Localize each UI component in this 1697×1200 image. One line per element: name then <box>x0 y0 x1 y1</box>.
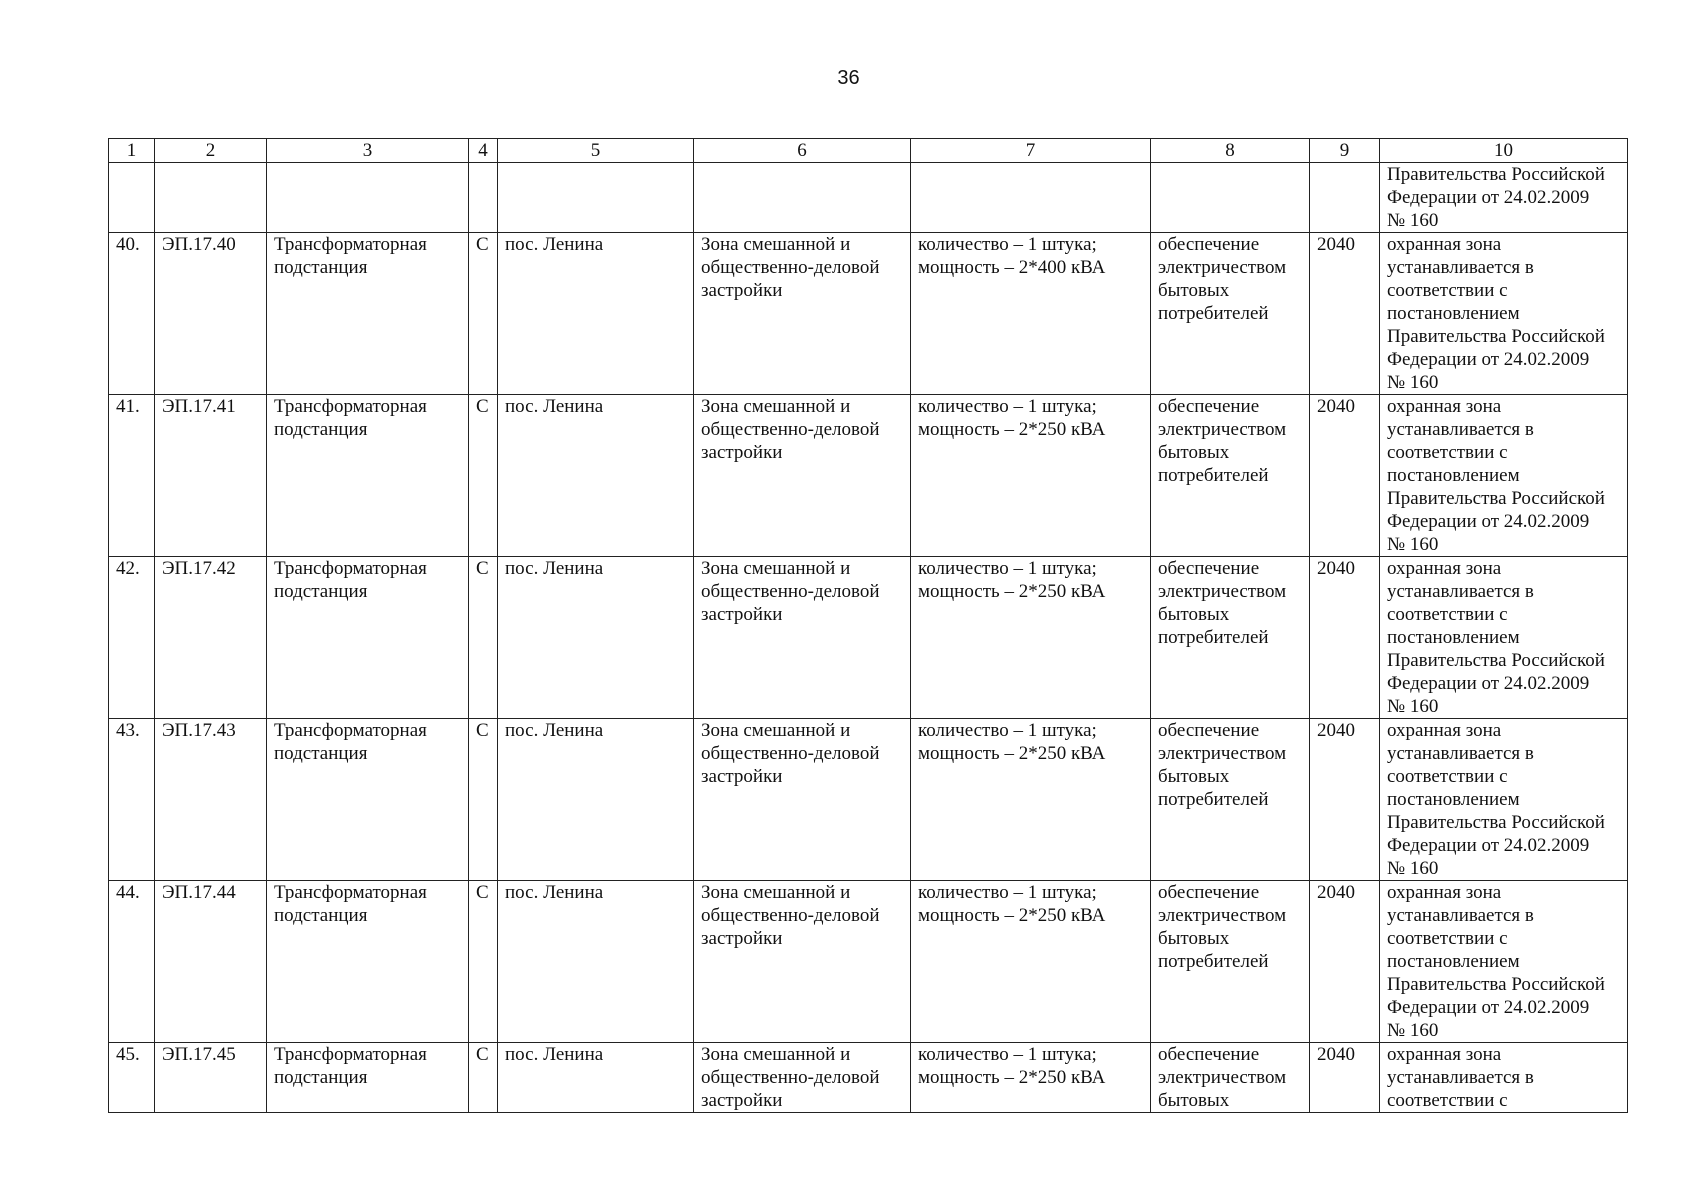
status-cell: С <box>469 881 498 1043</box>
text-line: соответствии с <box>1387 442 1508 463</box>
column-header: 6 <box>694 139 911 163</box>
text-line: застройки <box>701 1090 783 1111</box>
text-line: Федерации от 24.02.2009 <box>1387 511 1590 532</box>
zone-cell <box>694 395 911 557</box>
text-line: Трансформаторная <box>274 396 427 417</box>
text-line: общественно-деловой <box>701 1067 880 1088</box>
table-row <box>109 1043 1628 1113</box>
table-row <box>109 233 1628 395</box>
status-cell: С <box>469 1043 498 1113</box>
column-header: 5 <box>498 139 694 163</box>
status-cell: С <box>469 395 498 557</box>
text-line: обеспечение <box>1158 1044 1260 1065</box>
text-line: Правительства Российской <box>1387 164 1605 185</box>
text-line: соответствии с <box>1387 928 1508 949</box>
text-line: Зона смешанной и <box>701 720 851 741</box>
object-type-cell <box>267 1043 469 1113</box>
object-code-cell: ЭП.17.45 <box>155 1043 267 1113</box>
text-line: соответствии с <box>1387 604 1508 625</box>
text-line: застройки <box>701 280 783 301</box>
purpose-cell <box>1151 557 1310 719</box>
text-line: Федерации от 24.02.2009 <box>1387 673 1590 694</box>
location-cell: пос. Ленина <box>498 557 694 719</box>
text-line: Правительства Российской <box>1387 974 1605 995</box>
characteristics-cell <box>911 1043 1151 1113</box>
object-code-cell: ЭП.17.40 <box>155 233 267 395</box>
text-line: Федерации от 24.02.2009 <box>1387 187 1590 208</box>
text-line: обеспечение <box>1158 720 1260 741</box>
year-cell: 2040 <box>1310 233 1380 395</box>
text-line: постановлением <box>1387 627 1520 648</box>
location-cell: пос. Ленина <box>498 395 694 557</box>
text-line: постановлением <box>1387 303 1520 324</box>
text-line: Правительства Российской <box>1387 488 1605 509</box>
object-code-cell: ЭП.17.43 <box>155 719 267 881</box>
text-line: соответствии с <box>1387 1090 1508 1111</box>
text-line: общественно-деловой <box>701 581 880 602</box>
text-line: № 160 <box>1387 858 1439 879</box>
text-line: соответствии с <box>1387 280 1508 301</box>
row-number-cell: 40. <box>109 233 155 395</box>
text-line: электричеством <box>1158 581 1287 602</box>
column-header: 7 <box>911 139 1151 163</box>
object-type-cell <box>267 395 469 557</box>
zone-cell <box>694 233 911 395</box>
text-line: постановлением <box>1387 465 1520 486</box>
characteristics-cell <box>911 233 1151 395</box>
column-header: 9 <box>1310 139 1380 163</box>
text-line: обеспечение <box>1158 558 1260 579</box>
text-line: застройки <box>701 442 783 463</box>
row-number-cell: 45. <box>109 1043 155 1113</box>
object-type-cell <box>267 881 469 1043</box>
object-code-cell: ЭП.17.42 <box>155 557 267 719</box>
table-cell <box>694 163 911 233</box>
text-line: потребителей <box>1158 789 1269 810</box>
text-line: количество – 1 штука; <box>918 234 1097 255</box>
text-line: охранная зона <box>1387 882 1502 903</box>
row-number-cell: 43. <box>109 719 155 881</box>
object-type-cell <box>267 719 469 881</box>
text-line: мощность – 2*250 кВА <box>918 743 1106 764</box>
page-number: 36 <box>837 67 860 89</box>
text-line: постановлением <box>1387 789 1520 810</box>
text-line: Зона смешанной и <box>701 558 851 579</box>
text-line: количество – 1 штука; <box>918 558 1097 579</box>
text-line: количество – 1 штука; <box>918 882 1097 903</box>
text-line: № 160 <box>1387 1020 1439 1041</box>
text-line: общественно-деловой <box>701 743 880 764</box>
text-line: охранная зона <box>1387 558 1502 579</box>
note-cell <box>1380 557 1628 719</box>
table-cell <box>469 163 498 233</box>
table-cell <box>498 163 694 233</box>
note-cell <box>1380 163 1628 233</box>
text-line: мощность – 2*250 кВА <box>918 581 1106 602</box>
header-row <box>109 139 1628 163</box>
status-cell: С <box>469 719 498 881</box>
text-line: охранная зона <box>1387 720 1502 741</box>
text-line: подстанция <box>274 257 368 278</box>
zone-cell <box>694 719 911 881</box>
characteristics-cell <box>911 395 1151 557</box>
status-cell: С <box>469 557 498 719</box>
note-cell <box>1380 881 1628 1043</box>
note-cell <box>1380 233 1628 395</box>
text-line: электричеством <box>1158 257 1287 278</box>
text-line: охранная зона <box>1387 234 1502 255</box>
text-line: обеспечение <box>1158 234 1260 255</box>
text-line: количество – 1 штука; <box>918 1044 1097 1065</box>
continuation-row <box>109 163 1628 233</box>
text-line: устанавливается в <box>1387 257 1534 278</box>
text-line: общественно-деловой <box>701 257 880 278</box>
purpose-cell <box>1151 395 1310 557</box>
text-line: постановлением <box>1387 951 1520 972</box>
object-code-cell: ЭП.17.41 <box>155 395 267 557</box>
year-cell: 2040 <box>1310 395 1380 557</box>
text-line: Федерации от 24.02.2009 <box>1387 349 1590 370</box>
table-cell <box>267 163 469 233</box>
table-row <box>109 557 1628 719</box>
table-row <box>109 881 1628 1043</box>
text-line: застройки <box>701 604 783 625</box>
table-row <box>109 719 1628 881</box>
zone-cell <box>694 1043 911 1113</box>
note-cell <box>1380 395 1628 557</box>
text-line: мощность – 2*250 кВА <box>918 419 1106 440</box>
zone-cell <box>694 881 911 1043</box>
text-line: электричеством <box>1158 1067 1287 1088</box>
column-header: 10 <box>1380 139 1628 163</box>
column-header: 8 <box>1151 139 1310 163</box>
text-line: застройки <box>701 766 783 787</box>
characteristics-cell <box>911 881 1151 1043</box>
text-line: застройки <box>701 928 783 949</box>
text-line: охранная зона <box>1387 1044 1502 1065</box>
year-cell: 2040 <box>1310 719 1380 881</box>
text-line: подстанция <box>274 581 368 602</box>
text-line: Зона смешанной и <box>701 1044 851 1065</box>
object-type-cell <box>267 233 469 395</box>
location-cell: пос. Ленина <box>498 881 694 1043</box>
note-cell <box>1380 719 1628 881</box>
text-line: бытовых <box>1158 280 1230 301</box>
table-cell <box>1151 163 1310 233</box>
object-type-cell <box>267 557 469 719</box>
text-line: потребителей <box>1158 627 1269 648</box>
text-line: устанавливается в <box>1387 581 1534 602</box>
text-line: Трансформаторная <box>274 882 427 903</box>
text-line: Трансформаторная <box>274 234 427 255</box>
status-cell: С <box>469 233 498 395</box>
text-line: общественно-деловой <box>701 905 880 926</box>
column-header: 2 <box>155 139 267 163</box>
text-line: устанавливается в <box>1387 743 1534 764</box>
text-line: потребителей <box>1158 951 1269 972</box>
text-line: бытовых <box>1158 928 1230 949</box>
text-line: бытовых <box>1158 604 1230 625</box>
text-line: Федерации от 24.02.2009 <box>1387 997 1590 1018</box>
year-cell: 2040 <box>1310 557 1380 719</box>
note-cell <box>1380 1043 1628 1113</box>
text-line: обеспечение <box>1158 882 1260 903</box>
column-header: 1 <box>109 139 155 163</box>
text-line: бытовых <box>1158 1090 1230 1111</box>
text-line: Правительства Российской <box>1387 326 1605 347</box>
location-cell: пос. Ленина <box>498 719 694 881</box>
purpose-cell <box>1151 719 1310 881</box>
text-line: Федерации от 24.02.2009 <box>1387 835 1590 856</box>
year-cell: 2040 <box>1310 881 1380 1043</box>
text-line: мощность – 2*250 кВА <box>918 1067 1106 1088</box>
text-line: электричеством <box>1158 743 1287 764</box>
text-line: мощность – 2*250 кВА <box>918 905 1106 926</box>
text-line: подстанция <box>274 419 368 440</box>
text-line: устанавливается в <box>1387 1067 1534 1088</box>
text-line: Трансформаторная <box>274 558 427 579</box>
table-row <box>109 395 1628 557</box>
object-code-cell: ЭП.17.44 <box>155 881 267 1043</box>
table-cell <box>155 163 267 233</box>
text-line: Зона смешанной и <box>701 234 851 255</box>
text-line: подстанция <box>274 905 368 926</box>
text-line: Зона смешанной и <box>701 882 851 903</box>
location-cell: пос. Ленина <box>498 1043 694 1113</box>
characteristics-cell <box>911 557 1151 719</box>
row-number-cell: 41. <box>109 395 155 557</box>
table-cell <box>1310 163 1380 233</box>
text-line: устанавливается в <box>1387 905 1534 926</box>
table-cell <box>109 163 155 233</box>
zone-cell <box>694 557 911 719</box>
text-line: Правительства Российской <box>1387 812 1605 833</box>
text-line: электричеством <box>1158 905 1287 926</box>
text-line: количество – 1 штука; <box>918 720 1097 741</box>
purpose-cell <box>1151 233 1310 395</box>
table-cell <box>911 163 1151 233</box>
text-line: устанавливается в <box>1387 419 1534 440</box>
text-line: Зона смешанной и <box>701 396 851 417</box>
characteristics-cell <box>911 719 1151 881</box>
text-line: Трансформаторная <box>274 720 427 741</box>
text-line: № 160 <box>1387 372 1439 393</box>
location-cell: пос. Ленина <box>498 233 694 395</box>
text-line: подстанция <box>274 1067 368 1088</box>
text-line: потребителей <box>1158 465 1269 486</box>
text-line: количество – 1 штука; <box>918 396 1097 417</box>
column-header: 3 <box>267 139 469 163</box>
row-number-cell: 44. <box>109 881 155 1043</box>
text-line: № 160 <box>1387 696 1439 717</box>
text-line: Правительства Российской <box>1387 650 1605 671</box>
row-number-cell: 42. <box>109 557 155 719</box>
year-cell: 2040 <box>1310 1043 1380 1113</box>
text-line: № 160 <box>1387 210 1439 231</box>
text-line: обеспечение <box>1158 396 1260 417</box>
text-line: охранная зона <box>1387 396 1502 417</box>
text-line: потребителей <box>1158 303 1269 324</box>
text-line: мощность – 2*400 кВА <box>918 257 1106 278</box>
text-line: № 160 <box>1387 534 1439 555</box>
text-line: соответствии с <box>1387 766 1508 787</box>
text-line: подстанция <box>274 743 368 764</box>
planned-objects-table <box>108 138 1628 1113</box>
text-line: Трансформаторная <box>274 1044 427 1065</box>
text-line: бытовых <box>1158 442 1230 463</box>
purpose-cell <box>1151 881 1310 1043</box>
column-header: 4 <box>469 139 498 163</box>
text-line: общественно-деловой <box>701 419 880 440</box>
text-line: бытовых <box>1158 766 1230 787</box>
purpose-cell <box>1151 1043 1310 1113</box>
text-line: электричеством <box>1158 419 1287 440</box>
